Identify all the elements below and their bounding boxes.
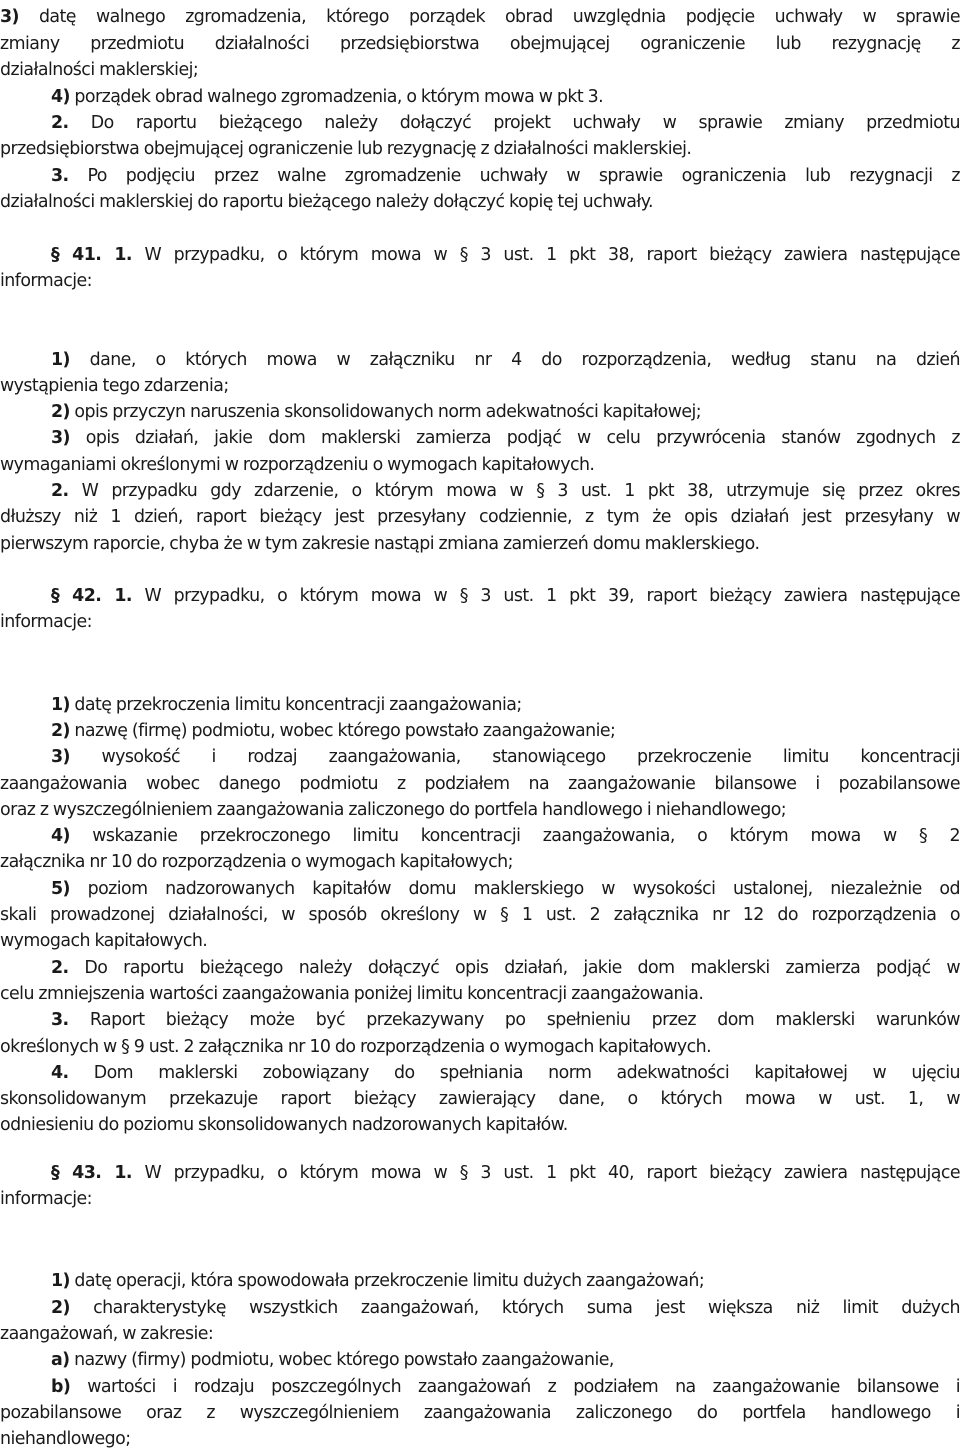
text-line — [0, 189, 960, 215]
line-text: dłuższy niż 1 dzień, raport bieżący jest przesyłany codziennie, z tym że opis działań jest przesyłany w — [0, 507, 960, 527]
line-text: zmiany przedmiotu działalności przedsiębiorstwa obejmującej ograniczenie lub rezygnację z — [0, 34, 960, 54]
item-number: 3. — [51, 166, 69, 186]
text-line — [0, 4, 960, 30]
text-line — [0, 1426, 960, 1452]
item-number: 2) — [51, 721, 70, 741]
item-number: 3) — [0, 7, 19, 27]
line-text: pierwszym raporcie, chyba że w tym zakresie nastąpi zmiana zamierzeń domu maklerskiego. — [0, 534, 760, 554]
item-number: 3) — [51, 747, 70, 767]
text-line — [51, 347, 960, 373]
line-text: opis działań, jakie dom maklerski zamierza podjąć w celu przywrócenia stanów zgodnych z — [69, 428, 960, 448]
line-text: dane, o których mowa w załączniku nr 4 do rozporządzenia, według stanu na dzień — [69, 350, 960, 370]
text-line — [51, 399, 960, 425]
line-text: działalności maklerskiej do raportu bieżącego należy dołączyć kopię tej uchwały. — [0, 192, 653, 212]
line-text: odniesieniu do poziomu skonsolidowanych nadzorowanych kapitałów. — [0, 1115, 568, 1135]
line-text: zaangażowania wobec danego podmiotu z podziałem na zaangażowanie bilansowe i pozabilansowe — [0, 774, 960, 794]
text-line — [0, 797, 960, 823]
text-line — [0, 609, 960, 635]
text-line — [51, 110, 960, 136]
line-text: załącznika nr 10 do rozporządzenia o wymogach kapitałowych; — [0, 852, 513, 872]
section-heading-line — [51, 242, 960, 268]
section-number: § 43. 1. — [51, 1163, 132, 1183]
text-line — [0, 849, 960, 875]
text-line — [51, 1347, 960, 1373]
item-number: 1) — [51, 695, 70, 715]
text-line — [51, 1295, 960, 1321]
item-number: a) — [51, 1350, 70, 1370]
text-line — [51, 955, 960, 981]
line-text: charakterystykę wszystkich zaangażowań, których suma jest większa niż limit dużych — [69, 1298, 960, 1318]
item-number: 2) — [51, 1298, 70, 1318]
line-text: określonych w § 9 ust. 2 załącznika nr 10 do rozporządzenia o wymogach kapitałowych. — [0, 1037, 712, 1057]
text-line — [0, 57, 960, 83]
item-number: 4) — [51, 87, 70, 107]
line-text: wartości i rodzaju poszczególnych zaangażowań z podziałem na zaangażowanie bilansowe i — [70, 1377, 960, 1397]
text-line — [0, 1186, 960, 1212]
line-text: pozabilansowe oraz z wyszczególnieniem zaangażowania zaliczonego do portfela handlowego i — [0, 1403, 960, 1423]
item-number: 2) — [51, 402, 70, 422]
text-line — [0, 771, 960, 797]
line-text: wystąpienia tego zdarzenia; — [0, 376, 229, 396]
item-number: 5) — [51, 879, 70, 899]
section-heading-line — [51, 1160, 960, 1186]
line-text: W przypadku gdy zdarzenie, o którym mowa w § 3 ust. 1 pkt 38, utrzymuje się przez okres — [68, 481, 960, 501]
section-heading-line — [51, 583, 960, 609]
text-line — [0, 504, 960, 530]
line-text: działalności maklerskiej; — [0, 60, 199, 80]
line-text: informacje: — [0, 612, 92, 632]
line-text: oraz z wyszczególnieniem zaangażowania zaliczonego do portfela handlowego i niehandlowego; — [0, 800, 787, 820]
text-line — [51, 1060, 960, 1086]
line-text: wymaganiami określonymi w rozporządzeniu o wymogach kapitałowych. — [0, 455, 595, 475]
line-text: wskazanie przekroczonego limitu koncentracji zaangażowania, o którym mowa w § 2 — [69, 826, 960, 846]
text-line — [51, 1007, 960, 1033]
text-line — [0, 928, 960, 954]
text-line — [51, 478, 960, 504]
text-line — [51, 425, 960, 451]
text-line — [0, 981, 960, 1007]
line-text: datę walnego zgromadzenia, którego porządek obrad uwzględnia podjęcie uchwały w sprawie — [18, 7, 960, 27]
line-text: Po podjęciu przez walne zgromadzenie uchwały w sprawie ograniczenia lub rezygnacji z — [68, 166, 960, 186]
item-number: 2. — [51, 481, 69, 501]
line-text: Do raportu bieżącego należy dołączyć projekt uchwały w sprawie zmiany przedmiotu — [68, 113, 960, 133]
line-text: W przypadku, o którym mowa w § 3 ust. 1 pkt 40, raport bieżący zawiera następujące — [131, 1163, 960, 1183]
line-text: porządek obrad walnego zgromadzenia, o którym mowa w pkt 3. — [69, 87, 604, 107]
line-text: datę operacji, która spowodowała przekroczenie limitu dużych zaangażowań; — [69, 1271, 705, 1291]
text-line — [51, 823, 960, 849]
text-line — [0, 268, 960, 294]
text-line — [0, 1086, 960, 1112]
line-text: niehandlowego; — [0, 1429, 131, 1449]
text-line — [0, 373, 960, 399]
line-text: Do raportu bieżącego należy dołączyć opis działań, jakie dom maklerski zamierza podjąć w — [68, 958, 960, 978]
line-text: poziom nadzorowanych kapitałów domu maklerskiego w wysokości ustalonej, niezależnie od — [69, 879, 960, 899]
line-text: skali prowadzonej działalności, w sposób określony w § 1 ust. 2 załącznika nr 12 do rozporządzenia o — [0, 905, 960, 925]
text-line — [51, 718, 960, 744]
item-number: 4) — [51, 826, 70, 846]
item-number: 3. — [51, 1010, 69, 1030]
text-line — [0, 1400, 960, 1426]
text-line — [51, 876, 960, 902]
text-line — [51, 163, 960, 189]
text-line — [0, 902, 960, 928]
item-number: 3) — [51, 428, 70, 448]
line-text: datę przekroczenia limitu koncentracji zaangażowania; — [69, 695, 522, 715]
text-line — [0, 31, 960, 57]
line-text: wysokość i rodzaj zaangażowania, stanowiącego przekroczenie limitu koncentracji — [69, 747, 960, 767]
item-number: b) — [51, 1377, 71, 1397]
text-line — [0, 1321, 960, 1347]
text-line — [0, 531, 960, 557]
line-text: W przypadku, o którym mowa w § 3 ust. 1 pkt 38, raport bieżący zawiera następujące — [131, 245, 960, 265]
item-number: 2. — [51, 958, 69, 978]
text-line — [51, 1268, 960, 1294]
line-text: przedsiębiorstwa obejmującej ograniczenie lub rezygnację z działalności maklerskiej. — [0, 139, 692, 159]
line-text: celu zmniejszenia wartości zaangażowania poniżej limitu koncentracji zaangażowania. — [0, 984, 704, 1004]
line-text: nazwę (firmę) podmiotu, wobec którego powstało zaangażowanie; — [69, 721, 616, 741]
item-number: 4. — [51, 1063, 69, 1083]
item-number: 1) — [51, 350, 70, 370]
text-line — [51, 1374, 960, 1400]
text-line — [0, 136, 960, 162]
line-text: nazwy (firmy) podmiotu, wobec którego powstało zaangażowanie, — [69, 1350, 614, 1370]
text-line — [51, 744, 960, 770]
text-line — [0, 452, 960, 478]
line-text: Dom maklerski zobowiązany do spełniania norm adekwatności kapitałowej w ujęciu — [68, 1063, 960, 1083]
line-text: skonsolidowanym przekazuje raport bieżący zawierający dane, o których mowa w ust. 1, w — [0, 1089, 960, 1109]
line-text: opis przyczyn naruszenia skonsolidowanych norm adekwatności kapitałowej; — [69, 402, 702, 422]
section-number: § 42. 1. — [51, 586, 132, 606]
section-number: § 41. 1. — [51, 245, 132, 265]
text-line — [0, 1112, 960, 1138]
item-number: 1) — [51, 1271, 70, 1291]
line-text: informacje: — [0, 1189, 92, 1209]
text-line — [0, 1034, 960, 1060]
line-text: wymogach kapitałowych. — [0, 931, 208, 951]
text-line — [51, 84, 960, 110]
line-text: W przypadku, o którym mowa w § 3 ust. 1 pkt 39, raport bieżący zawiera następujące — [131, 586, 960, 606]
item-number: 2. — [51, 113, 69, 133]
text-line — [51, 692, 960, 718]
line-text: zaangażowań, w zakresie: — [0, 1324, 214, 1344]
line-text: informacje: — [0, 271, 92, 291]
line-text: Raport bieżący może być przekazywany po spełnieniu przez dom maklerski warunków — [68, 1010, 960, 1030]
